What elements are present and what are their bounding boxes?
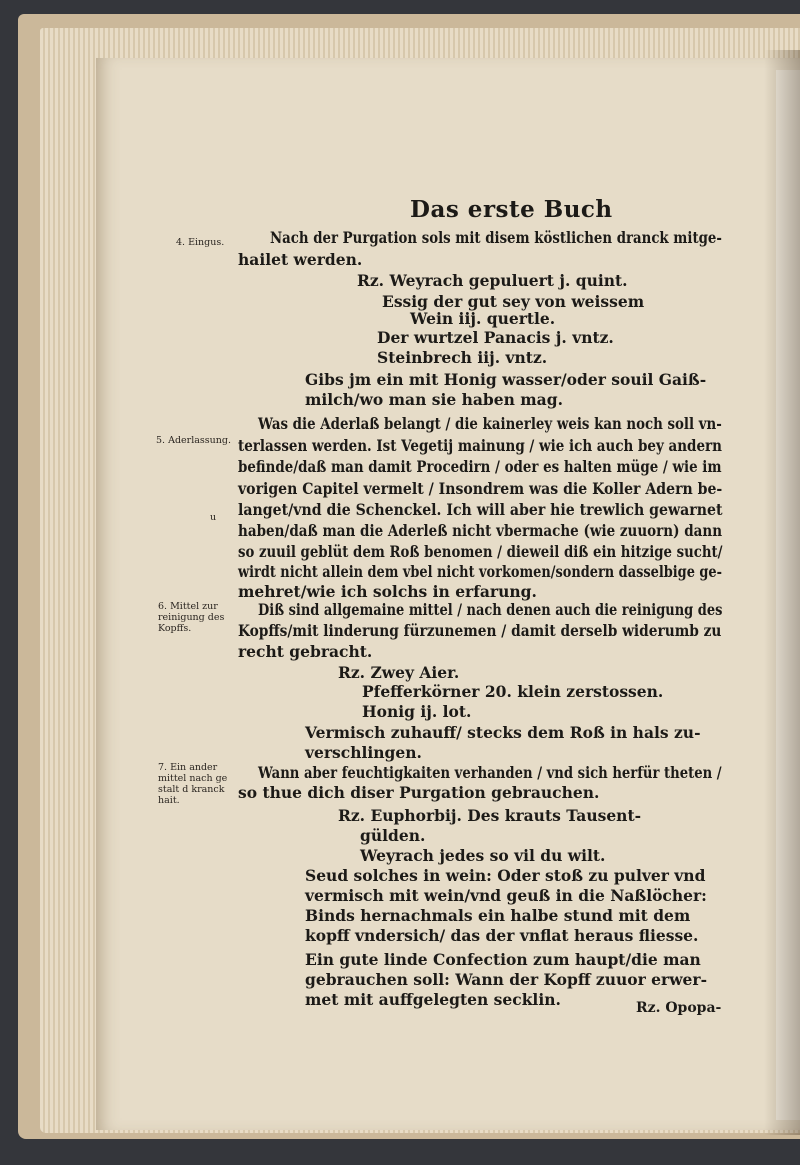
text-line: Vermisch zuhauff/ stecks dem Roß in hals zu-: [305, 723, 701, 742]
text-line: Der wurtzel Panacis j. vntz.: [377, 328, 614, 347]
text-line: Nach der Purgation sols mit disem köstlichen dranck mitge-: [270, 228, 722, 247]
text-line: vermisch mit wein/vnd geuß in die Naßlöcher:: [305, 886, 707, 905]
text-line: Ein gute linde Confection zum haupt/die man: [305, 950, 701, 969]
running-head: Das erste Buch: [410, 196, 613, 223]
text-line: recht gebracht.: [238, 642, 373, 661]
margin-note: stalt d kranck: [158, 784, 225, 795]
text-line: Pfefferkörner 20. klein zerstossen.: [362, 682, 664, 701]
text-line: Kopffs/mit linderung fürzunemen / damit derselb widerumb zu: [238, 621, 722, 640]
text-line: mehret/wie ich solchs in erfarung.: [238, 582, 537, 601]
text-line: Rz. Weyrach gepuluert j. quint.: [357, 271, 628, 290]
gutter-shadow: [764, 50, 800, 1135]
text-line: gebrauchen soll: Wann der Kopff zuuor erwer-: [305, 970, 708, 989]
text-line: so zuuil geblüt dem Roß benomen / dieweil diß ein hitzige sucht/: [238, 542, 723, 561]
text-line: terlassen werden. Ist Vegetij mainung / wie ich auch bey andern: [238, 436, 722, 455]
margin-note: 4. Eingus.: [176, 237, 225, 248]
text-line: Rz. Zwey Aier.: [338, 663, 460, 682]
text-line: kopff vndersich/ das der vnflat heraus fliesse.: [305, 926, 699, 945]
text-line: met mit auffgelegten secklin.: [305, 990, 561, 1009]
text-line: hailet werden.: [238, 250, 363, 269]
text-line: Gibs jm ein mit Honig wasser/oder souil Gaiß-: [305, 370, 707, 389]
margin-note: mittel nach ge: [158, 773, 228, 784]
text-line: vorigen Capitel vermelt / Insondrem was die Koller Adern be-: [238, 479, 723, 498]
margin-note: 7. Ein ander: [158, 762, 218, 773]
text-line: langet/vnd die Schenckel. Ich will aber hie trewlich gewarnet: [238, 500, 723, 519]
margin-note: hait.: [158, 795, 180, 806]
text-line: Diß sind allgemaine mittel / nach denen auch die reinigung des: [258, 600, 723, 619]
text-line: wirdt nicht allein dem vbel nicht vorkomen/sondern dasselbige ge-: [238, 562, 723, 581]
margin-note: 6. Mittel zur: [158, 601, 218, 612]
text-line: Weyrach jedes so vil du wilt.: [360, 846, 606, 865]
text-line: Wein iij. quertle.: [410, 309, 556, 328]
text-line: befinde/daß man damit Procedirn / oder es halten müge / wie im: [238, 457, 722, 476]
text-line: Honig ij. lot.: [362, 702, 472, 721]
text-line: Wann aber feuchtigkaiten verhanden / vnd sich herfür theten /: [258, 763, 722, 782]
margin-note: u: [210, 512, 217, 523]
text-line: Binds hernachmals ein halbe stund mit dem: [305, 906, 691, 925]
text-line: Was die Aderlaß belangt / die kainerley weis kan noch soll vn-: [258, 414, 722, 433]
margin-note: reinigung des: [158, 612, 225, 623]
text-line: Essig der gut sey von weissem: [382, 292, 645, 311]
text-line: milch/wo man sie haben mag.: [305, 390, 563, 409]
text-line: so thue dich diser Purgation gebrauchen.: [238, 783, 600, 802]
text-line: verschlingen.: [305, 743, 422, 762]
text-line: haben/daß man die Aderleß nicht vbermache (wie zuuorn) dann: [238, 521, 723, 540]
text-line: gülden.: [360, 826, 426, 845]
text-line: Rz. Euphorbij. Des krauts Tausent-: [338, 806, 642, 825]
catchword: Rz. Opopa-: [636, 1000, 722, 1016]
margin-note: 5. Aderlassung.: [156, 435, 231, 446]
text-line: Steinbrech iij. vntz.: [377, 348, 548, 367]
margin-note: Kopffs.: [158, 623, 192, 634]
text-line: Seud solches in wein: Oder stoß zu pulver vnd: [305, 866, 706, 885]
